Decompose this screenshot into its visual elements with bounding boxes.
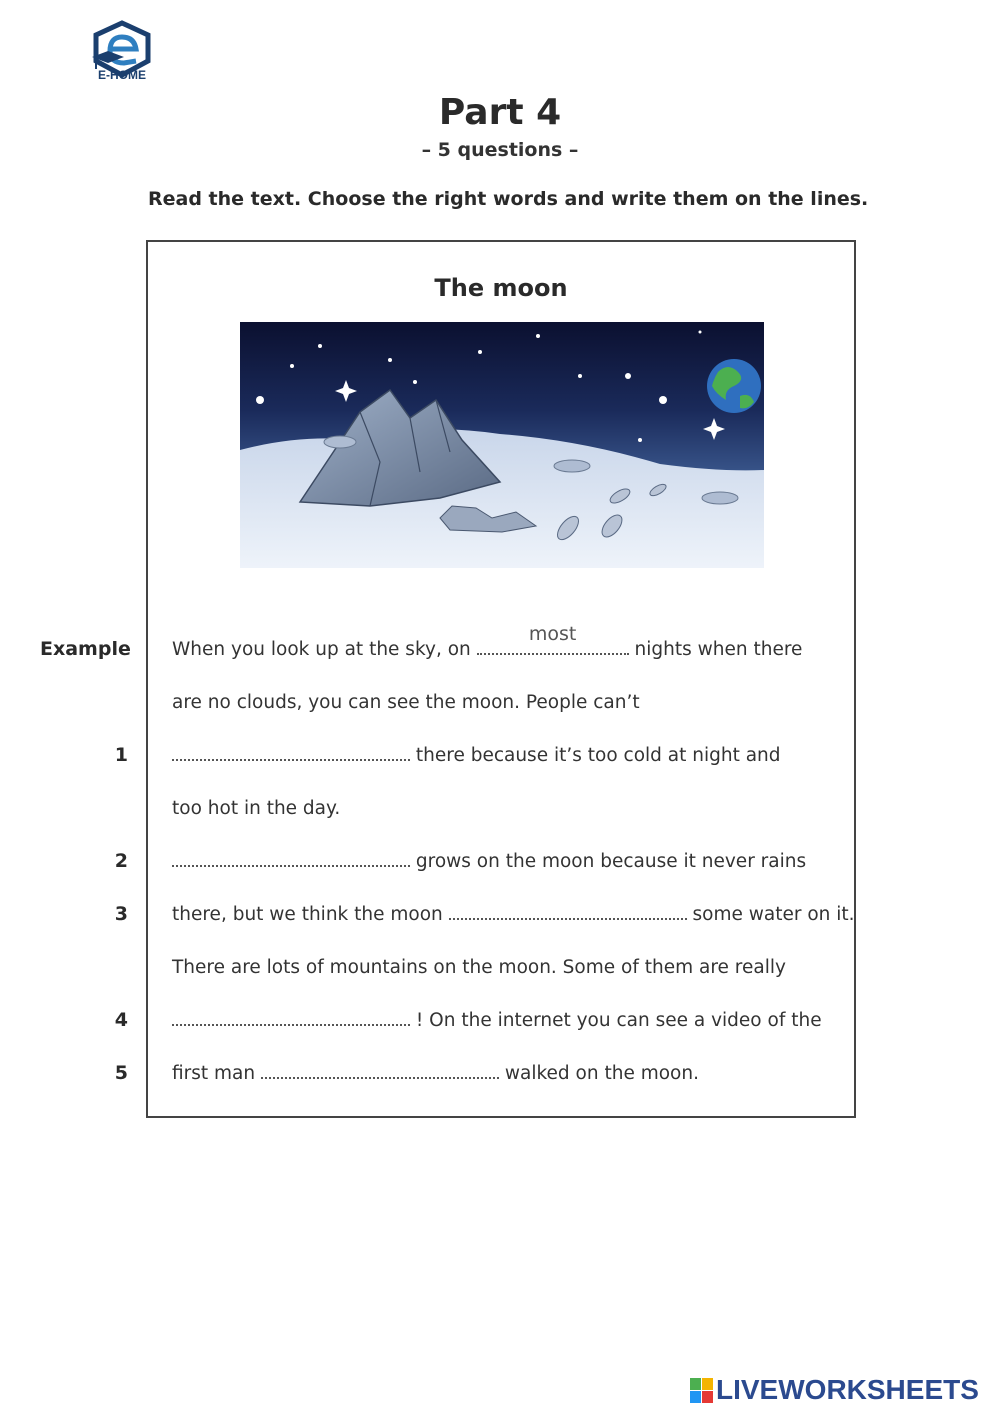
line-text-post: walked on the moon.: [499, 1063, 699, 1084]
answer-blank-3[interactable]: [449, 904, 687, 920]
line-text-pre: There are lots of mountains on the moon. Some of them are really: [172, 957, 786, 978]
passage-line-q2: [172, 850, 806, 874]
page-subtitle: – 5 questions –: [421, 139, 579, 161]
line-text-pre: When you look up at the sky, on: [172, 639, 477, 660]
liveworksheets-logo-icon: [690, 1378, 714, 1404]
passage-line-q3: [172, 903, 855, 927]
line-text-post: ! On the internet you can see a video of the: [410, 1010, 822, 1031]
line-text-post: nights when there: [628, 639, 803, 660]
line-text-pre: there, but we think the moon: [172, 904, 449, 925]
passage-line-q5: [172, 1062, 699, 1086]
passage-title: The moon: [434, 274, 568, 302]
line-text-pre: too hot in the day.: [172, 798, 341, 819]
passage-line: [172, 691, 640, 715]
moon-scene-image: [240, 322, 764, 568]
question-number: 2: [114, 850, 128, 872]
line-text-pre: first man: [172, 1063, 261, 1084]
line-text-post: grows on the moon because it never rains: [410, 851, 807, 872]
answer-blank-1[interactable]: [172, 745, 410, 761]
answer-blank-4[interactable]: [172, 1010, 410, 1026]
answer-blank-2[interactable]: [172, 851, 410, 867]
passage-line-q4: [172, 1009, 822, 1033]
passage-line: [172, 956, 786, 980]
logo-text: E-HOME: [98, 68, 146, 82]
line-text-post: there because it’s too cold at night and: [410, 745, 781, 766]
line-text-post: some water on it.: [686, 904, 855, 925]
question-number: 5: [114, 1062, 128, 1084]
passage-line-example: [172, 623, 803, 662]
example-label: Example: [40, 638, 131, 660]
question-number: 3: [114, 903, 128, 925]
question-number: 4: [114, 1009, 128, 1031]
passage-line-q1: [172, 744, 781, 768]
instruction-text: Read the text. Choose the right words and write them on the lines.: [148, 188, 869, 210]
passage-line: [172, 797, 340, 821]
example-answer-blank: [477, 623, 629, 662]
question-number: 1: [114, 744, 128, 766]
answer-blank-5[interactable]: [261, 1063, 499, 1079]
example-answer-text: most: [528, 623, 577, 645]
page-title: Part 4: [438, 92, 562, 133]
footer-brand: LIVEWORKSHEETS: [716, 1374, 979, 1405]
line-text-pre: are no clouds, you can see the moon. People can’t: [172, 692, 640, 713]
